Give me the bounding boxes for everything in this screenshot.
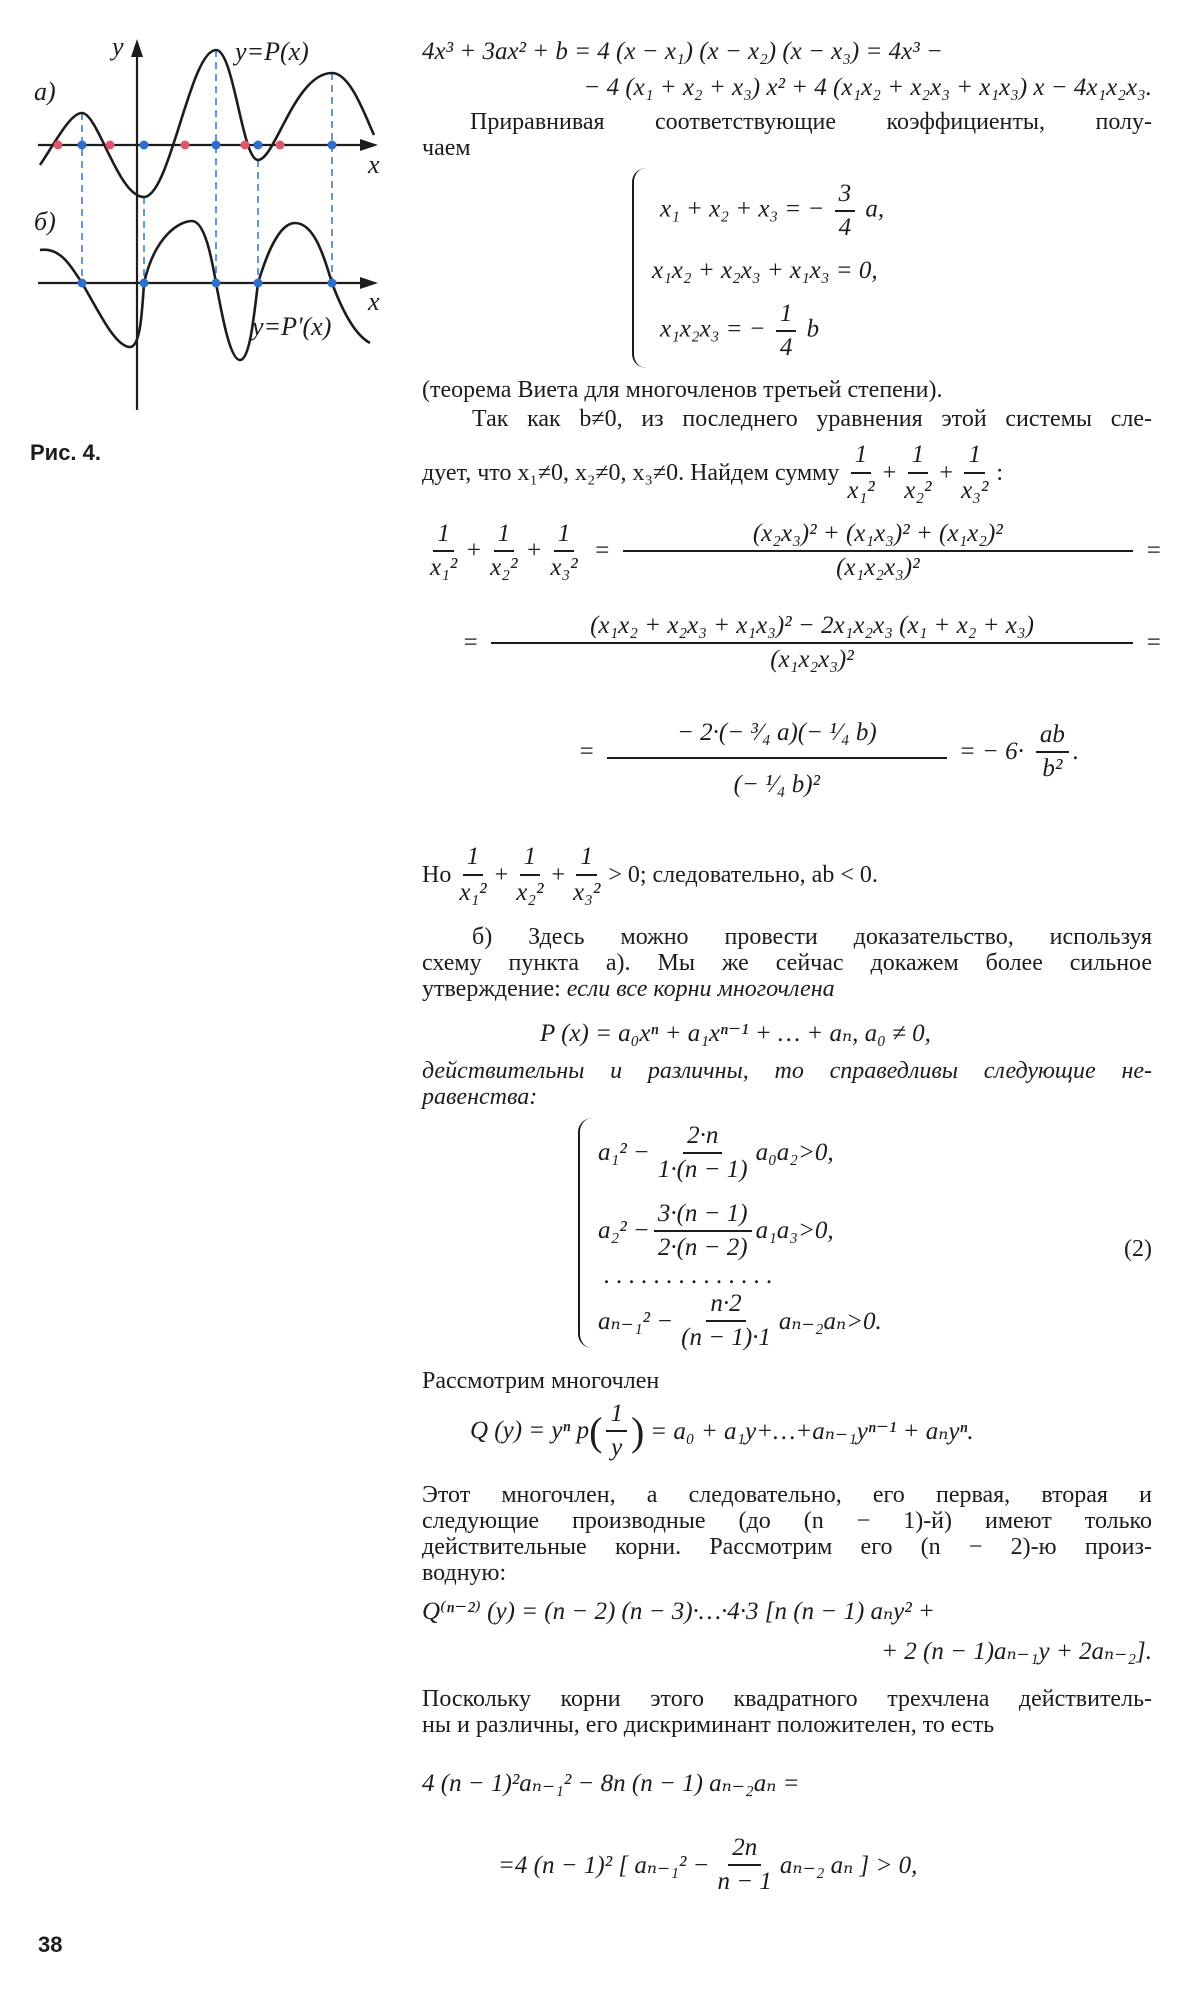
para-b-line-1: б) Здесь можно провести доказательство, используя <box>472 924 1152 950</box>
discriminant-line-1: 4 (n − 1)²aₙ₋₁² − 8n (n − 1) aₙ₋₂aₙ = <box>422 1770 800 1797</box>
inv-x2-num: 1 <box>908 440 929 474</box>
para-4-line-2: ны и различны, его дискриминант положителен, то есть <box>422 1712 995 1738</box>
para-3-line-4: водную: <box>422 1560 507 1586</box>
s1-plus-2: + <box>525 537 543 564</box>
y-axis-label: y <box>112 32 124 61</box>
s1-c-num: 1 <box>554 520 575 552</box>
plus-2: + <box>939 460 954 486</box>
f1-num: (x₂x₃)² + (x₁x₃)² + (x₁x₂)² <box>623 520 1134 552</box>
inv-x3-num: 1 <box>964 440 985 474</box>
no-b-den: x₂² <box>516 879 544 906</box>
curve-p-prime-label: y=P'(x) <box>252 312 332 341</box>
sys1-l1-lhs: x₁ + x₂ + x₃ = − <box>660 195 825 223</box>
curve-p <box>40 50 374 197</box>
x-axis-a-label: x <box>368 150 380 179</box>
s3-eq: = <box>578 738 595 765</box>
sys1-l1-den: 4 <box>838 214 852 241</box>
sys1-l3-rhs: b <box>806 315 820 343</box>
s2-l4-b: aₙ₋₂aₙ>0. <box>778 1308 882 1335</box>
no-c-num: 1 <box>576 842 597 876</box>
system-2-dots: . . . . . . . . . . . . . . <box>604 1262 773 1289</box>
system-2-line-4 <box>598 1290 882 1352</box>
para-2-line-2 <box>422 440 1162 506</box>
s1-b-num: 1 <box>494 520 515 552</box>
s1-plus-1: + <box>465 537 483 564</box>
s1-b-den: x₂² <box>490 554 518 581</box>
sys1-l3-den: 4 <box>779 334 793 361</box>
extremum-guides <box>82 50 332 283</box>
f3-den: (− ¹⁄₄ b)² <box>733 771 821 798</box>
figure-4 <box>30 25 400 415</box>
q-den: y <box>611 1434 623 1461</box>
disc-l2-b: aₙ₋₂ aₙ ] > 0, <box>779 1852 918 1879</box>
no-pre: Но <box>422 862 452 888</box>
f2-den: (x₁x₂x₃)² <box>770 646 854 673</box>
consider-line: Рассмотрим многочлен <box>422 1368 660 1394</box>
vieta-line: (теорема Виета для многочленов третьей степени). <box>422 377 943 403</box>
para-b-line-3-ital: если все корни многочлена <box>566 976 835 1002</box>
sys1-l1-rhs: a, <box>865 195 885 223</box>
page-number: 38 <box>38 1932 63 1957</box>
f1-den: (x₁x₂x₃)² <box>836 554 920 581</box>
s1-c-den: x₃² <box>550 554 578 581</box>
poly-p: P (x) = a₀xⁿ + a₁xⁿ⁻¹ + … + aₙ, a₀ ≠ 0, <box>540 1020 931 1047</box>
disc-l2-den: n − 1 <box>717 1868 772 1895</box>
s2-eq: = <box>462 629 479 656</box>
para-b-line-3-plain: утверждение: <box>422 976 561 1002</box>
para-3-line-1: Этот многочлен, а следовательно, его первая, вторая и <box>422 1482 1152 1508</box>
eq-line-2: − 4 (x₁ + x₂ + x₃) x² + 4 (x₁x₂ + x₂x₃ + x₁x₃) x − 4x₁x₂x₃. <box>583 74 1152 101</box>
s1-eq-2: = <box>1145 537 1162 564</box>
inv-x2-den: x₂² <box>904 477 932 504</box>
italic-line-2: равенства: <box>422 1084 538 1110</box>
q-paren-close: ) <box>630 1408 645 1454</box>
q-paren-open: ( <box>589 1408 603 1454</box>
para-3-line-3: действительные корни. Рассмотрим его (n − 2)-ю произ- <box>422 1534 1152 1560</box>
s2-l2-den: 2·(n − 2) <box>657 1234 748 1261</box>
italic-line-1: действительны и различны, то справедливы следующие не- <box>422 1058 1152 1084</box>
figure-caption: Рис. 4. <box>30 440 102 465</box>
s2-l1-a: a₁² − <box>598 1139 650 1166</box>
para-1-line-2: чаем <box>422 135 471 161</box>
s1-eq: = <box>593 537 611 564</box>
f3-dot: . <box>1072 738 1080 765</box>
inv-x1-num: 1 <box>851 440 872 474</box>
no-c-den: x₃² <box>573 879 601 906</box>
system-1-line-2: x₁x₂ + x₂x₃ + x₁x₃ = 0, <box>652 257 878 284</box>
q-lhs: Q (y) = yⁿ p <box>470 1417 590 1444</box>
sys1-l1-num: 3 <box>835 180 856 212</box>
f2-num: (x₁x₂ + x₂x₃ + x₁x₃)² − 2x₁x₂x₃ (x₁ + x₂ + x₃) <box>491 612 1133 644</box>
q-polynomial <box>470 1400 974 1462</box>
y-axis-arrow <box>131 39 143 57</box>
s2-l2-num: 3·(n − 1) <box>654 1200 752 1232</box>
para-4-line-1: Поскольку корни этого квадратного трехчлена действитель- <box>422 1686 1152 1712</box>
derivative-line-2: + 2 (n − 1)aₙ₋₁y + 2aₙ₋₂]. <box>881 1638 1152 1665</box>
part-b-label: б) <box>34 207 56 236</box>
q-num: 1 <box>606 1400 627 1432</box>
sum-equation-3 <box>578 705 1138 799</box>
plus-1: + <box>882 460 897 486</box>
system-2-line-1 <box>598 1122 834 1184</box>
para-b-line-3 <box>422 974 835 1004</box>
inv-x1-den: x₁² <box>847 477 875 504</box>
s2-l1-den: 1·(n − 1) <box>657 1156 748 1183</box>
no-a-num: 1 <box>463 842 484 876</box>
s2-l4-a: aₙ₋₁² − <box>598 1308 674 1335</box>
f3-b2: b² <box>1042 755 1063 782</box>
s2-l4-num: n·2 <box>706 1290 745 1322</box>
f3-ab: ab <box>1036 721 1069 753</box>
s2-l1-b: a₀a₂>0, <box>755 1139 834 1166</box>
system-2-line-2 <box>598 1200 834 1262</box>
x-axis-b-label: x <box>368 287 380 316</box>
s2-l2-a: a₂² − <box>598 1217 650 1244</box>
para-b-line-2: схему пункта а). Мы же сейчас докажем более сильное <box>422 950 1152 976</box>
eq-line-1: 4x³ + 3ax² + b = 4 (x − x₁) (x − x₂) (x − x₃) = 4x³ − <box>422 38 943 65</box>
no-post: > 0; следовательно, ab < 0. <box>608 862 878 888</box>
discriminant-line-2 <box>498 1834 917 1896</box>
curve-p-label: y=P(x) <box>235 37 309 66</box>
disc-l2-num: 2n <box>728 1834 761 1866</box>
part-a-label: а) <box>34 77 56 106</box>
equation-number: (2) <box>1124 1236 1152 1262</box>
derivative-line-1: Q⁽ⁿ⁻²⁾ (y) = (n − 2) (n − 3)·…·4·3 [n (n − 1) aₙy² + <box>422 1598 935 1625</box>
s1-a-den: x₁² <box>430 554 458 581</box>
no-b-num: 1 <box>520 842 541 876</box>
system-1-line-1 <box>660 180 884 242</box>
para-1-line-1: Приравнивая соответствующие коэффициенты, полу- <box>470 109 1152 135</box>
para-2-line-1: Так как b≠0, из последнего уравнения этой системы сле- <box>472 406 1152 432</box>
sum-equation-1 <box>422 520 1162 582</box>
no-line <box>422 842 878 908</box>
s2-l2-b: a₁a₃>0, <box>755 1217 834 1244</box>
colon: : <box>996 460 1004 486</box>
para-2-line-2-text: дует, что x₁≠0, x₂≠0, x₃≠0. Найдем сумму <box>422 460 840 486</box>
no-a-den: x₁² <box>459 879 487 906</box>
no-plus-2: + <box>551 862 566 888</box>
q-rhs: = a₀ + a₁y+…+aₙ₋₁yⁿ⁻¹ + aₙyⁿ. <box>650 1418 974 1445</box>
sys1-l3-lhs: x₁x₂x₃ = − <box>660 315 766 343</box>
s2-l1-num: 2·n <box>683 1122 722 1154</box>
s1-a-num: 1 <box>433 520 454 552</box>
para-3-line-2: следующие производные (до (n − 1)-й) имеют только <box>422 1508 1152 1534</box>
disc-l2-a: =4 (n − 1)² [ aₙ₋₁² − <box>498 1852 710 1879</box>
system-1-line-3 <box>660 300 819 362</box>
s2-eq-2: = <box>1145 629 1162 656</box>
f3-num: − 2·(− ³⁄₄ a)(− ¹⁄₄ b) <box>607 705 947 759</box>
no-plus-1: + <box>494 862 509 888</box>
inv-x3-den: x₃² <box>961 477 989 504</box>
s2-l4-den: (n − 1)·1 <box>681 1324 771 1351</box>
sys1-l3-num: 1 <box>776 300 797 332</box>
system-1-brace <box>632 168 648 368</box>
sum-equation-2 <box>462 612 1162 674</box>
f3-rhs: = − 6· <box>958 738 1024 765</box>
system-2-brace <box>578 1118 594 1348</box>
